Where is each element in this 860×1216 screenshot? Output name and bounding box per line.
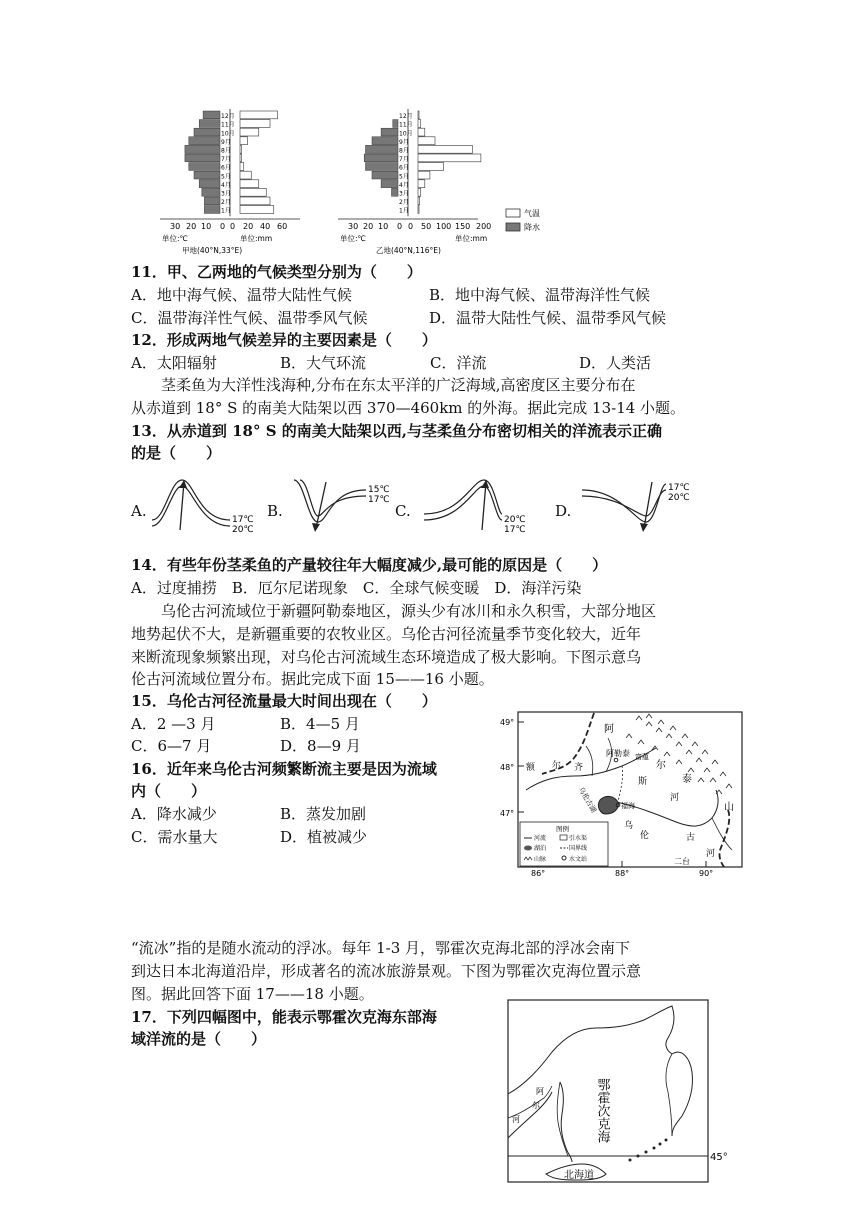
- svg-text:湖泊: 湖泊: [534, 845, 547, 852]
- jia-precip-tick: 40: [260, 222, 271, 231]
- svg-text:17℃: 17℃: [368, 495, 390, 505]
- jia-month-label: 6月: [221, 164, 231, 172]
- svg-text:图例: 图例: [556, 825, 569, 833]
- yi-temp-tick: 30: [348, 222, 359, 231]
- yi-bar: [372, 137, 398, 145]
- yi-month-label: 3月: [399, 190, 409, 198]
- q13-option-c-label: C.: [395, 502, 411, 520]
- q15-option-a: A．2 —3 月: [131, 715, 216, 733]
- jia-temp-tick: 30: [170, 222, 181, 231]
- svg-text:86°: 86°: [531, 869, 546, 878]
- q12-option-c: C．洋流: [430, 354, 487, 372]
- yi-month-label: 2月: [399, 199, 409, 207]
- jia-bar: [240, 206, 274, 214]
- jia-bar: [199, 180, 220, 188]
- jia-bar: [240, 128, 259, 136]
- yi-bar: [372, 171, 398, 179]
- yi-month-label: 6月: [399, 164, 409, 172]
- svg-text:福海: 福海: [621, 802, 635, 810]
- yi-bar: [418, 197, 420, 205]
- yi-bar: [364, 154, 398, 162]
- jia-month-label: 8月: [221, 147, 231, 155]
- passage-17-18-line3: 图。据此回答下面 17——18 小题。: [131, 985, 374, 1003]
- svg-text:引水渠: 引水渠: [569, 835, 588, 842]
- passage-15-16-line4: 伦古河流域位置分布。据此完成下面 15——16 小题。: [131, 670, 494, 688]
- q16-option-a: A．降水减少: [131, 805, 217, 823]
- q12-option-d: D．人类活: [579, 354, 652, 372]
- svg-text:河: 河: [670, 793, 680, 803]
- passage-13-14-line2: 从赤道到 18° S 的南美大陆架以西 370—460km 的外海。据此完成 13-14 小题。: [131, 399, 686, 417]
- svg-text:古: 古: [686, 833, 696, 843]
- yi-bar: [366, 163, 399, 171]
- yi-month-label: 12月: [399, 113, 413, 121]
- svg-text:20℃: 20℃: [232, 525, 254, 535]
- yi-precip-tick: 0: [408, 222, 414, 231]
- jia-bar: [185, 154, 220, 162]
- passage-15-16-line3: 来断流现象频繁出现，对乌伦古河流域生态环境造成了极大影响。下图示意乌: [131, 648, 642, 666]
- svg-text:45°: 45°: [710, 1152, 728, 1163]
- climate-chart: [150, 105, 550, 255]
- q14-stem: 14．有些年份茎柔鱼的产量较往年大幅度减少,最可能的原因是（ ）: [131, 556, 608, 574]
- okhotsk-sea-map: [506, 998, 746, 1186]
- legend-precip-label: 降水: [524, 223, 540, 232]
- q11-option-c: C．温带海洋性气候、温带季风气候: [131, 309, 368, 327]
- yi-bar: [418, 128, 425, 136]
- jia-month-label: 4月: [221, 181, 231, 189]
- jia-month-label: 10月: [221, 130, 235, 138]
- jia-bar: [240, 188, 266, 196]
- yi-bar: [366, 145, 399, 153]
- legend-temp-swatch: [506, 209, 520, 217]
- yi-month-label: 1月: [399, 207, 409, 215]
- svg-text:48°: 48°: [500, 763, 515, 772]
- jia-bar: [240, 180, 259, 188]
- svg-text:乌: 乌: [624, 821, 634, 831]
- svg-text:斯: 斯: [638, 777, 648, 787]
- q13-option-a-label: A.: [131, 502, 147, 520]
- yi-bar: [418, 163, 444, 171]
- yi-month-label: 11月: [399, 121, 413, 129]
- jia-bar: [199, 120, 220, 128]
- q17-stem-line2: 域洋流的是（ ）: [131, 1030, 267, 1048]
- svg-text:额: 额: [526, 763, 536, 773]
- jia-bar: [240, 120, 270, 128]
- q13-option-c-diagram: [422, 478, 532, 536]
- svg-text:二台: 二台: [674, 857, 690, 866]
- jia-precip-tick: 60: [277, 222, 288, 231]
- q11-option-d: D．温带大陆性气候、温带季风气候: [429, 309, 667, 327]
- q12-option-b: B．大气环流: [280, 354, 367, 372]
- q13-stem-line2: 的是（ ）: [131, 444, 222, 462]
- yi-unit-temp: 单位:℃: [340, 234, 366, 243]
- jia-bar: [203, 111, 220, 119]
- svg-text:尔: 尔: [552, 761, 562, 771]
- q16-option-c: C．需水量大: [131, 828, 218, 846]
- svg-text:尔: 尔: [656, 760, 666, 771]
- svg-text:河: 河: [512, 1115, 520, 1124]
- q13-option-a-diagram: [150, 478, 260, 536]
- svg-text:90°: 90°: [699, 869, 714, 878]
- yi-bar: [393, 120, 398, 128]
- wulungu-river-map: [496, 710, 746, 880]
- svg-text:阿: 阿: [604, 724, 614, 735]
- yi-temp-tick: 10: [378, 222, 389, 231]
- passage-17-18-line1: “流冰”指的是随水流动的浮冰。每年 1-3 月，鄂霍次克海北部的浮冰会南下: [131, 939, 631, 957]
- legend-precip-swatch: [506, 223, 520, 231]
- jia-bar: [240, 111, 278, 119]
- jia-bar: [240, 145, 242, 153]
- svg-text:尔: 尔: [532, 1101, 540, 1110]
- svg-text:北海道: 北海道: [564, 1170, 594, 1181]
- yi-precip-tick: 100: [436, 222, 452, 231]
- svg-text:47°: 47°: [500, 809, 515, 818]
- svg-text:49°: 49°: [500, 718, 515, 727]
- jia-month-label: 2月: [221, 199, 231, 207]
- yi-bar: [418, 154, 481, 162]
- q11-option-b: B．地中海气候、温带海洋性气候: [429, 286, 651, 304]
- yi-bar: [418, 188, 421, 196]
- svg-text:河: 河: [706, 849, 716, 859]
- jia-month-label: 1月: [221, 207, 231, 215]
- q13-option-b-label: B.: [267, 502, 283, 520]
- jia-unit-temp: 单位:℃: [162, 234, 188, 243]
- q17-stem-line1: 17．下列四幅图中，能表示鄂霍次克海东部海: [131, 1008, 437, 1026]
- passage-15-16-line2: 地势起伏不大，是新疆重要的农牧业区。乌伦古河径流量季节变化较大，近年: [131, 625, 642, 643]
- svg-text:国界线: 国界线: [569, 845, 588, 852]
- jia-month-label: 7月: [221, 156, 231, 164]
- jia-bar: [240, 197, 270, 205]
- svg-text:伦: 伦: [640, 831, 650, 841]
- q11-option-a: A．地中海气候、温带大陆性气候: [131, 286, 352, 304]
- yi-bar: [392, 188, 399, 196]
- q12-option-a: A．太阳辐射: [131, 354, 217, 372]
- jia-bar: [202, 188, 220, 196]
- jia-bar: [240, 154, 242, 162]
- svg-text:20℃: 20℃: [504, 515, 526, 525]
- q13-option-b-diagram: [292, 478, 397, 536]
- svg-text:15℃: 15℃: [368, 485, 390, 495]
- yi-temp-tick: 0: [397, 222, 403, 231]
- q14-options: A．过度捕捞 B．厄尔尼诺现象 C．全球气候变暖 D．海洋污染: [131, 579, 582, 597]
- q11-stem: 11．甲、乙两地的气候类型分别为（ ）: [131, 263, 422, 281]
- svg-text:水文站: 水文站: [569, 856, 588, 863]
- svg-text:88°: 88°: [615, 869, 630, 878]
- yi-bar: [418, 137, 435, 145]
- jia-bar: [204, 197, 220, 205]
- jia-precip-tick: 0: [230, 222, 236, 231]
- yi-month-label: 10月: [399, 130, 413, 138]
- svg-text:山脉: 山脉: [534, 856, 547, 863]
- yi-month-label: 8月: [399, 147, 409, 155]
- yi-precip-tick: 50: [421, 222, 432, 231]
- q13-stem-line1: 13．从赤道到 18° S 的南美大陆架以西,与茎柔鱼分布密切相关的洋流表示正确: [131, 422, 662, 440]
- jia-month-label: 12月: [221, 113, 235, 121]
- jia-bar: [204, 206, 220, 214]
- jia-bar: [189, 163, 220, 171]
- svg-text:阿勒泰: 阿勒泰: [606, 749, 630, 758]
- svg-text:齐: 齐: [574, 763, 584, 773]
- jia-temp-tick: 10: [201, 222, 212, 231]
- jia-month-label: 9月: [221, 138, 231, 146]
- yi-precip-tick: 150: [455, 222, 471, 231]
- jia-bar: [194, 171, 220, 179]
- q15-option-c: C．6—7 月: [131, 737, 212, 755]
- q15-option-d: D．8—9 月: [280, 737, 361, 755]
- svg-text:富蕴: 富蕴: [635, 753, 649, 761]
- yi-bar: [381, 128, 398, 136]
- jia-month-label: 11月: [221, 121, 235, 129]
- jia-temp-tick: 0: [220, 222, 226, 231]
- svg-text:阿: 阿: [536, 1087, 544, 1096]
- jia-caption: 甲地(40°N,33°E): [182, 246, 243, 255]
- jia-bar: [240, 137, 248, 145]
- yi-month-label: 7月: [399, 156, 409, 164]
- yi-precip-tick: 200: [476, 222, 492, 231]
- svg-text:山: 山: [724, 802, 734, 813]
- yi-bar: [418, 206, 419, 214]
- svg-text:乌伦古湖: 乌伦古湖: [576, 785, 598, 815]
- q15-option-b: B．4—5 月: [280, 715, 360, 733]
- q15-stem: 15．乌伦古河径流量最大时间出现在（ ）: [131, 692, 437, 710]
- jia-bar: [194, 128, 220, 136]
- svg-text:17℃: 17℃: [232, 515, 254, 525]
- passage-15-16-line1: 乌伦古河流域位于新疆阿勒泰地区，源头少有冰川和永久积雪，大部分地区: [161, 602, 657, 620]
- svg-text:17℃: 17℃: [504, 525, 526, 535]
- q16-option-d: D．植被减少: [280, 828, 368, 846]
- jia-temp-tick: 20: [186, 222, 197, 231]
- yi-bar: [418, 120, 421, 128]
- jia-unit-precip: 单位:mm: [240, 234, 273, 243]
- jia-precip-tick: 20: [243, 222, 254, 231]
- passage-13-14-line1: 茎柔鱼为大洋性浅海种,分布在东太平洋的广泛海域,高密度区主要分布在: [161, 376, 636, 394]
- yi-bar: [381, 180, 398, 188]
- q16-stem-line2: 内（ ）: [131, 782, 207, 800]
- jia-bar: [189, 137, 220, 145]
- svg-text:17℃: 17℃: [668, 483, 690, 493]
- svg-text:鄂霍次克海: 鄂霍次克海: [594, 1078, 610, 1143]
- yi-bar: [418, 171, 430, 179]
- jia-month-label: 5月: [221, 173, 231, 181]
- yi-bar: [418, 145, 472, 153]
- yi-month-label: 9月: [399, 138, 409, 146]
- q16-stem-line1: 16．近年来乌伦古河频繁断流主要是因为流域: [131, 760, 437, 778]
- jia-bar: [240, 171, 251, 179]
- passage-17-18-line2: 到达日本北海道沿岸，形成著名的流冰旅游景观。下图为鄂霍次克海位置示意: [131, 962, 642, 980]
- jia-month-label: 3月: [221, 190, 231, 198]
- yi-caption: 乙地(40°N,116°E): [376, 246, 441, 255]
- q16-option-b: B．蒸发加剧: [280, 805, 367, 823]
- q13-option-d-diagram: [580, 478, 705, 536]
- yi-unit-precip: 单位:mm: [455, 234, 488, 243]
- q12-stem: 12．形成两地气候差异的主要因素是（ ）: [131, 331, 437, 349]
- svg-text:20℃: 20℃: [668, 493, 690, 503]
- q13-option-d-label: D.: [555, 502, 572, 520]
- yi-month-label: 4月: [399, 181, 409, 189]
- yi-bar: [418, 180, 425, 188]
- jia-bar: [185, 145, 220, 153]
- legend-temp-label: 气温: [524, 209, 540, 218]
- yi-bar: [418, 111, 419, 119]
- svg-text:泰: 泰: [682, 774, 692, 785]
- svg-text:河流: 河流: [534, 835, 547, 842]
- yi-temp-tick: 20: [363, 222, 374, 231]
- jia-bar: [240, 163, 244, 171]
- yi-month-label: 5月: [399, 173, 409, 181]
